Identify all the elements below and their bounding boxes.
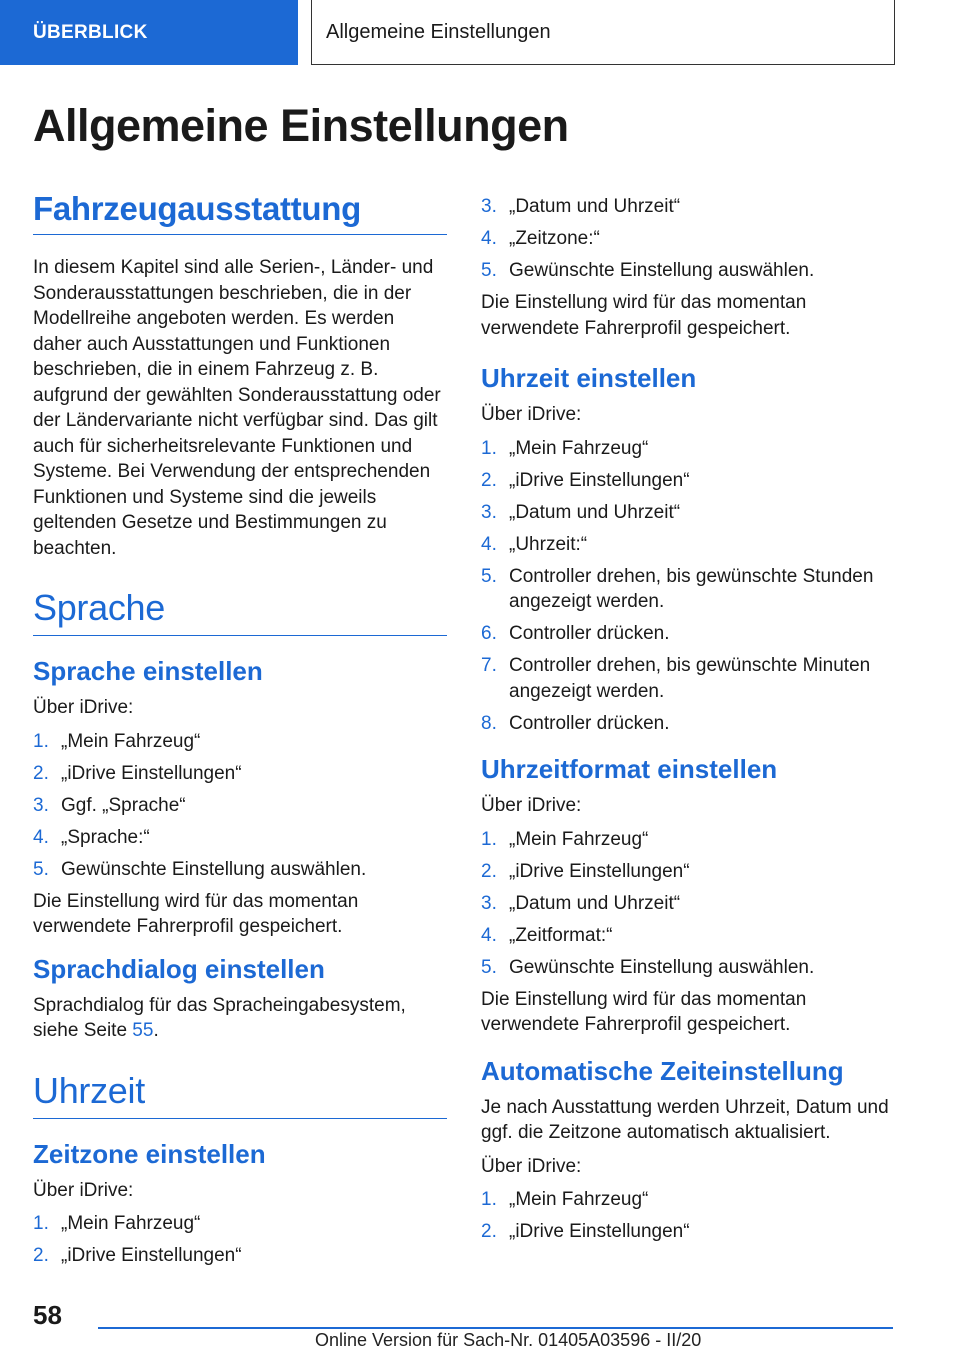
heading-sprachdialog: Sprachdialog einstellen xyxy=(33,953,325,984)
list-item-number: 3. xyxy=(481,892,497,914)
format-note: Die Einstellung wird für das momentan verwendete Fahrerprofil gespeichert. xyxy=(481,988,807,1035)
list-item-text: „Zeitzone:“ xyxy=(509,228,600,249)
list-item-text: „Datum und Uhrzeit“ xyxy=(509,196,681,217)
left-column xyxy=(33,190,447,1275)
sprache-intro: Über iDrive: xyxy=(33,697,134,718)
list-item xyxy=(481,955,901,981)
list-item xyxy=(33,793,447,819)
list-item xyxy=(33,1211,447,1237)
auto-steps xyxy=(481,1187,901,1245)
list-item xyxy=(481,711,901,737)
list-item-number: 1. xyxy=(33,1213,49,1234)
list-item xyxy=(33,729,447,755)
list-item-number: 5. xyxy=(481,260,497,281)
right-column xyxy=(481,194,901,1251)
auto-text: Je nach Ausstattung werden Uhrzeit, Datum und ggf. die Zeitzone automatisch aktualisiert. xyxy=(481,1096,889,1143)
list-item-text: „iDrive Einstellungen“ xyxy=(509,1221,690,1242)
list-item-text: Gewünschte Einstellung auswählen. xyxy=(509,260,815,281)
footer-text: Online Version für Sach-Nr. 01405A03596 - II/20 xyxy=(315,1330,702,1350)
list-item-number: 1. xyxy=(33,730,49,752)
list-item-text: „Datum und Uhrzeit“ xyxy=(509,501,681,523)
list-item xyxy=(481,532,901,558)
list-item-number: 4. xyxy=(33,826,49,848)
list-item xyxy=(481,653,901,704)
uhrzeit-intro: Über iDrive: xyxy=(481,404,582,425)
page-title: Allgemeine Einstellungen xyxy=(33,100,569,151)
list-item-text: „Sprache:“ xyxy=(61,826,150,848)
list-item xyxy=(481,891,901,917)
list-item-text: „Uhrzeit:“ xyxy=(509,533,588,555)
sprache-note: Die Einstellung wird für das momentan verwendete Fahrerprofil gespeichert. xyxy=(33,890,359,937)
list-item xyxy=(481,621,901,647)
format-intro: Über iDrive: xyxy=(481,795,582,816)
heading-uhrzeit: Uhrzeit xyxy=(33,1070,447,1119)
list-item-text: „Mein Fahrzeug“ xyxy=(61,730,201,752)
list-item-text: „iDrive Einstellungen“ xyxy=(509,860,690,882)
list-item-number: 2. xyxy=(481,1221,497,1242)
list-item-number: 5. xyxy=(481,565,497,587)
list-item-number: 4. xyxy=(481,533,497,555)
list-item-text: „iDrive Einstellungen“ xyxy=(61,1245,242,1266)
heading-uhrzeitformat: Uhrzeitformat einstellen xyxy=(481,754,778,784)
list-item-number: 5. xyxy=(33,858,49,880)
zeitzone-steps-left xyxy=(33,1211,447,1269)
list-item-text: „Mein Fahrzeug“ xyxy=(61,1213,201,1234)
footer-divider xyxy=(98,1327,893,1329)
list-item-number: 2. xyxy=(33,1245,49,1266)
list-item-text: „iDrive Einstellungen“ xyxy=(61,762,242,784)
list-item xyxy=(481,564,901,615)
sprachdialog-text xyxy=(33,993,447,1044)
list-item-text: Controller drehen, bis gewünschte Minuten angezeigt werden. xyxy=(509,655,871,702)
list-item xyxy=(481,258,901,284)
heading-uhrzeit-einstellen: Uhrzeit einstellen xyxy=(481,363,697,393)
list-item-text: Controller drücken. xyxy=(509,623,670,644)
page-link-55[interactable]: 55 xyxy=(132,1020,154,1041)
fahrzeug-body: In diesem Kapitel sind alle Serien-, Länder- und Sonderausstattungen beschrieben, die in der Modellreihe angeboten werden. Es werden daher auch Ausstattungen und Funktionen beschrieben, die in einem Fahrzeug z. B. aufgrund der gewählten Sonderausstattung oder der Ländervariante nicht verfügbar sind. Das gilt auch für sicherheitsrelevante Funktionen und Systeme. Bei Verwendung der entsprechenden Funktionen und Systeme sind die jeweils geltenden Gesetze und Bestimmungen zu beachten. xyxy=(33,257,441,559)
heading-fahrzeugausstattung: Fahrzeugausstattung xyxy=(33,190,447,235)
list-item-number: 8. xyxy=(481,712,497,734)
sprache-steps xyxy=(33,729,447,883)
list-item-text: „iDrive Einstellungen“ xyxy=(509,469,690,491)
list-item-number: 3. xyxy=(481,501,497,523)
format-steps xyxy=(481,827,901,981)
list-item-number: 2. xyxy=(481,860,497,882)
list-item xyxy=(481,827,901,853)
header-chapter-tab[interactable] xyxy=(311,0,895,65)
header-section-tab[interactable] xyxy=(0,0,298,65)
list-item xyxy=(33,825,447,851)
list-item-number: 7. xyxy=(481,655,497,676)
list-item-number: 3. xyxy=(33,794,49,816)
header-section-label: ÜBERBLICK xyxy=(33,21,148,43)
list-item xyxy=(481,194,901,220)
heading-sprache-einstellen: Sprache einstellen xyxy=(33,656,263,686)
list-item-text: Controller drehen, bis gewünschte Stunden angezeigt werden. xyxy=(509,565,874,612)
list-item-number: 1. xyxy=(481,828,497,850)
list-item-text: Gewünschte Einstellung auswählen. xyxy=(61,858,367,880)
list-item-text: Ggf. „Sprache“ xyxy=(61,794,186,816)
zeitzone-steps-right xyxy=(481,194,901,284)
page-number: 58 xyxy=(33,1300,62,1330)
zeitzone-intro: Über iDrive: xyxy=(33,1179,134,1201)
list-item xyxy=(481,500,901,526)
sprachdialog-end: . xyxy=(153,1020,159,1041)
heading-sprache: Sprache xyxy=(33,587,447,636)
list-item-text: „Mein Fahrzeug“ xyxy=(509,828,649,850)
list-item xyxy=(481,226,901,252)
list-item-text: „Zeitformat:“ xyxy=(509,924,613,946)
list-item xyxy=(481,923,901,949)
auto-intro: Über iDrive: xyxy=(481,1155,582,1177)
list-item-text: „Datum und Uhrzeit“ xyxy=(509,892,681,914)
list-item xyxy=(33,857,447,883)
list-item xyxy=(481,1187,901,1213)
list-item-number: 4. xyxy=(481,228,497,249)
list-item-number: 4. xyxy=(481,924,497,946)
list-item xyxy=(481,859,901,885)
sprachdialog-body: Sprachdialog für das Spracheingabesystem, siehe Seite xyxy=(33,994,406,1041)
heading-zeitzone-einstellen: Zeitzone einstellen xyxy=(33,1138,266,1169)
list-item-number: 1. xyxy=(481,1189,497,1210)
list-item xyxy=(481,1219,901,1245)
list-item xyxy=(33,761,447,787)
list-item xyxy=(481,436,901,462)
list-item-number: 2. xyxy=(33,762,49,784)
list-item-text: „Mein Fahrzeug“ xyxy=(509,1189,649,1210)
list-item xyxy=(481,468,901,494)
list-item-number: 1. xyxy=(481,437,497,459)
list-item xyxy=(33,1243,447,1269)
zeitzone-note: Die Einstellung wird für das momentan verwendete Fahrerprofil gespeichert. xyxy=(481,292,807,339)
list-item-number: 3. xyxy=(481,196,497,217)
list-item-text: Controller drücken. xyxy=(509,712,670,734)
heading-automatische-zeiteinstellung: Automatische Zeiteinstellung xyxy=(481,1055,844,1086)
uhrzeit-steps xyxy=(481,436,901,737)
list-item-number: 2. xyxy=(481,469,497,491)
list-item-text: Gewünschte Einstellung auswählen. xyxy=(509,956,815,978)
header-chapter-label: Allgemeine Einstellungen xyxy=(326,20,551,43)
list-item-number: 5. xyxy=(481,956,497,978)
list-item-number: 6. xyxy=(481,623,497,644)
list-item-text: „Mein Fahrzeug“ xyxy=(509,437,649,459)
